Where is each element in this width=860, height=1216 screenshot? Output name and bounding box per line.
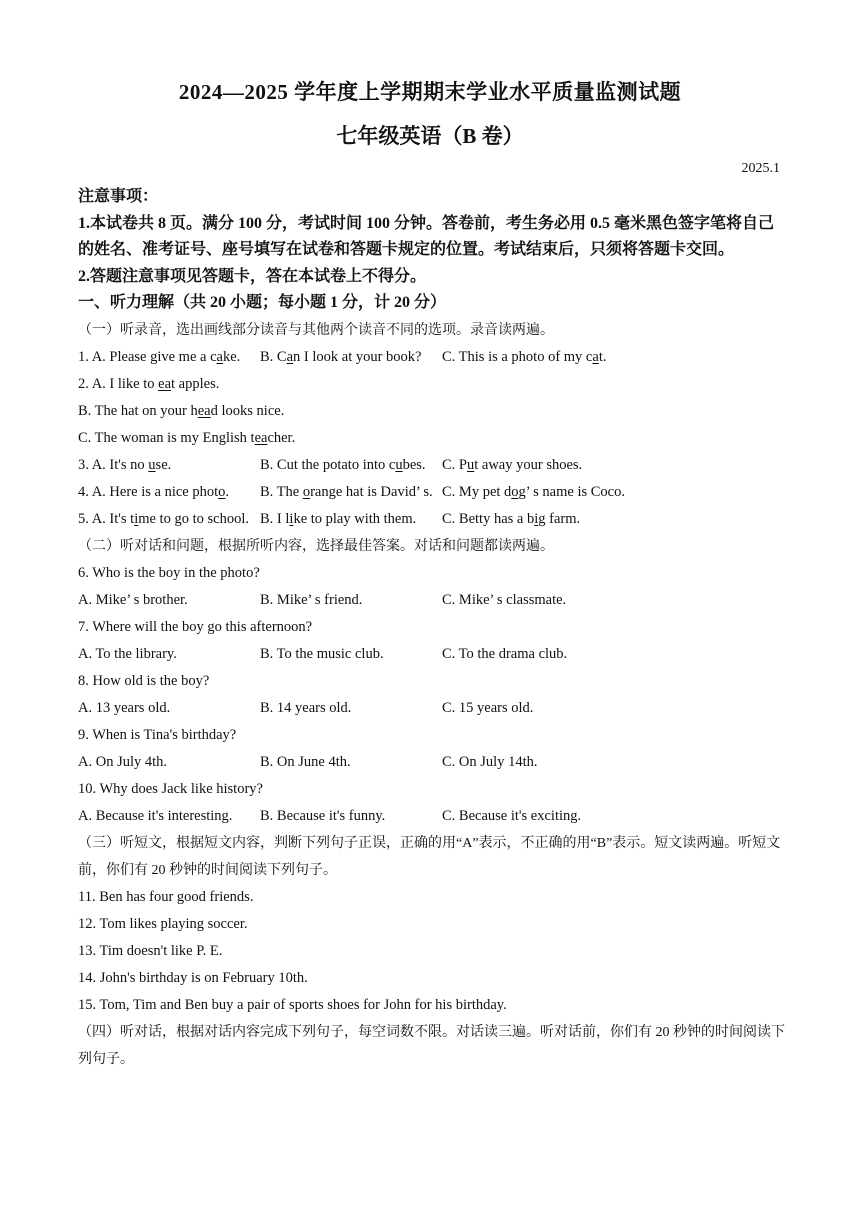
q7-stem: 7. Where will the boy go this afternoon?	[78, 618, 313, 635]
part-1-instruction: （一）听录音，选出画线部分读音与其他两个读音不同的选项。录音读两遍。	[78, 322, 554, 338]
q1-option-b: B. Can I look at your book?	[260, 348, 422, 365]
q10-stem: 10. Why does Jack like history?	[78, 780, 263, 797]
q9-option-a: A. On July 4th.	[78, 753, 168, 770]
part-4-instruction: （四）听对话，根据对话内容完成下列句子，每空词数不限。对话读三遍。听对话前，你们有 20 秒钟的时间阅读下列句子。	[78, 1024, 785, 1067]
question-1	[78, 344, 786, 371]
notice-item-1: 1.本试卷共 8 页。满分 100 分，考试时间 100 分钟。答卷前，考生务必用 0.5 毫米黑色签字笔将自己的姓名、准考证号、座号填写在试卷和答题卡规定的位置。考试结束后，只须将答题卡交回。	[78, 214, 775, 258]
statement-12: 12. Tom likes playing soccer.	[78, 915, 248, 932]
statement-15: 15. Tom, Tim and Ben buy a pair of sports shoes for John for his birthday.	[78, 996, 507, 1013]
q2-option-a: 2. A. I like to eat apples.	[78, 375, 220, 392]
question-3	[78, 452, 786, 479]
q5-option-b: B. I like to play with them.	[260, 510, 417, 527]
q9-option-c: C. On July 14th.	[442, 753, 538, 770]
notice-heading: 注意事项：	[78, 188, 159, 205]
q3-option-c: C. Put away your shoes.	[442, 456, 583, 473]
q7-option-a: A. To the library.	[78, 645, 177, 662]
notice-item-2: 2.答题注意事项见答题卡，答在本试卷上不得分。	[78, 267, 427, 285]
q10-option-b: B. Because it's funny.	[260, 807, 386, 824]
part-2-instruction: （二）听对话和问题，根据所听内容，选择最佳答案。对话和问题都读两遍。	[78, 538, 554, 554]
q7-option-c: C. To the drama club.	[442, 645, 568, 662]
q6-options	[78, 587, 786, 614]
part-3-instruction: （三）听短文，根据短文内容，判断下列句子正误，正确的用“A”表示，不正确的用“B”表示。短文读两遍。听短文前，你们有 20 秒钟的时间阅读下列句子。	[78, 835, 781, 878]
q5-option-c: C. Betty has a big farm.	[442, 510, 581, 527]
q10-option-c: C. Because it's exciting.	[442, 807, 582, 824]
q4-option-b: B. The orange hat is David’ s.	[260, 483, 433, 500]
q6-option-a: A. Mike’ s brother.	[78, 591, 188, 608]
q5-option-a: 5. A. It's time to go to school.	[78, 510, 249, 527]
q1-option-c: C. This is a photo of my cat.	[442, 348, 607, 365]
q10-option-a: A. Because it's interesting.	[78, 807, 233, 824]
q7-options	[78, 641, 786, 668]
q4-option-a: 4. A. Here is a nice photo.	[78, 483, 230, 500]
q7-option-b: B. To the music club.	[260, 645, 384, 662]
q10-options	[78, 803, 786, 830]
statement-13: 13. Tim doesn't like P. E.	[78, 942, 223, 959]
q6-option-b: B. Mike’ s friend.	[260, 591, 363, 608]
q9-option-b: B. On June 4th.	[260, 753, 351, 770]
section-1-heading: 一、听力理解（共 20 小题；每小题 1 分，计 20 分）	[78, 294, 447, 311]
q8-options	[78, 695, 786, 722]
q8-stem: 8. How old is the boy?	[78, 672, 210, 689]
q9-stem: 9. When is Tina's birthday?	[78, 726, 237, 743]
q3-option-a: 3. A. It's no use.	[78, 456, 172, 473]
exam-subtitle: 七年级英语（B 卷）	[336, 124, 524, 148]
q3-option-b: B. Cut the potato into cubes.	[260, 456, 426, 473]
question-5	[78, 506, 786, 533]
q2-option-b: B. The hat on your head looks nice.	[78, 402, 285, 419]
exam-title: 2024—2025 学年度上学期期末学业水平质量监测试题	[178, 80, 682, 104]
statement-14: 14. John's birthday is on February 10th.	[78, 969, 308, 986]
exam-date: 2025.1	[741, 161, 780, 176]
q8-option-c: C. 15 years old.	[442, 699, 534, 716]
q4-option-c: C. My pet dog’ s name is Coco.	[442, 483, 625, 500]
q2-option-c: C. The woman is my English teacher.	[78, 429, 296, 446]
q9-options	[78, 749, 786, 776]
q6-option-c: C. Mike’ s classmate.	[442, 591, 567, 608]
q8-option-b: B. 14 years old.	[260, 699, 352, 716]
q6-stem: 6. Who is the boy in the photo?	[78, 564, 260, 581]
q8-option-a: A. 13 years old.	[78, 699, 171, 716]
q1-option-a: 1. A. Please give me a cake.	[78, 348, 241, 365]
question-4	[78, 479, 786, 506]
exam-content	[78, 184, 786, 1073]
statement-11: 11. Ben has four good friends.	[78, 888, 254, 905]
